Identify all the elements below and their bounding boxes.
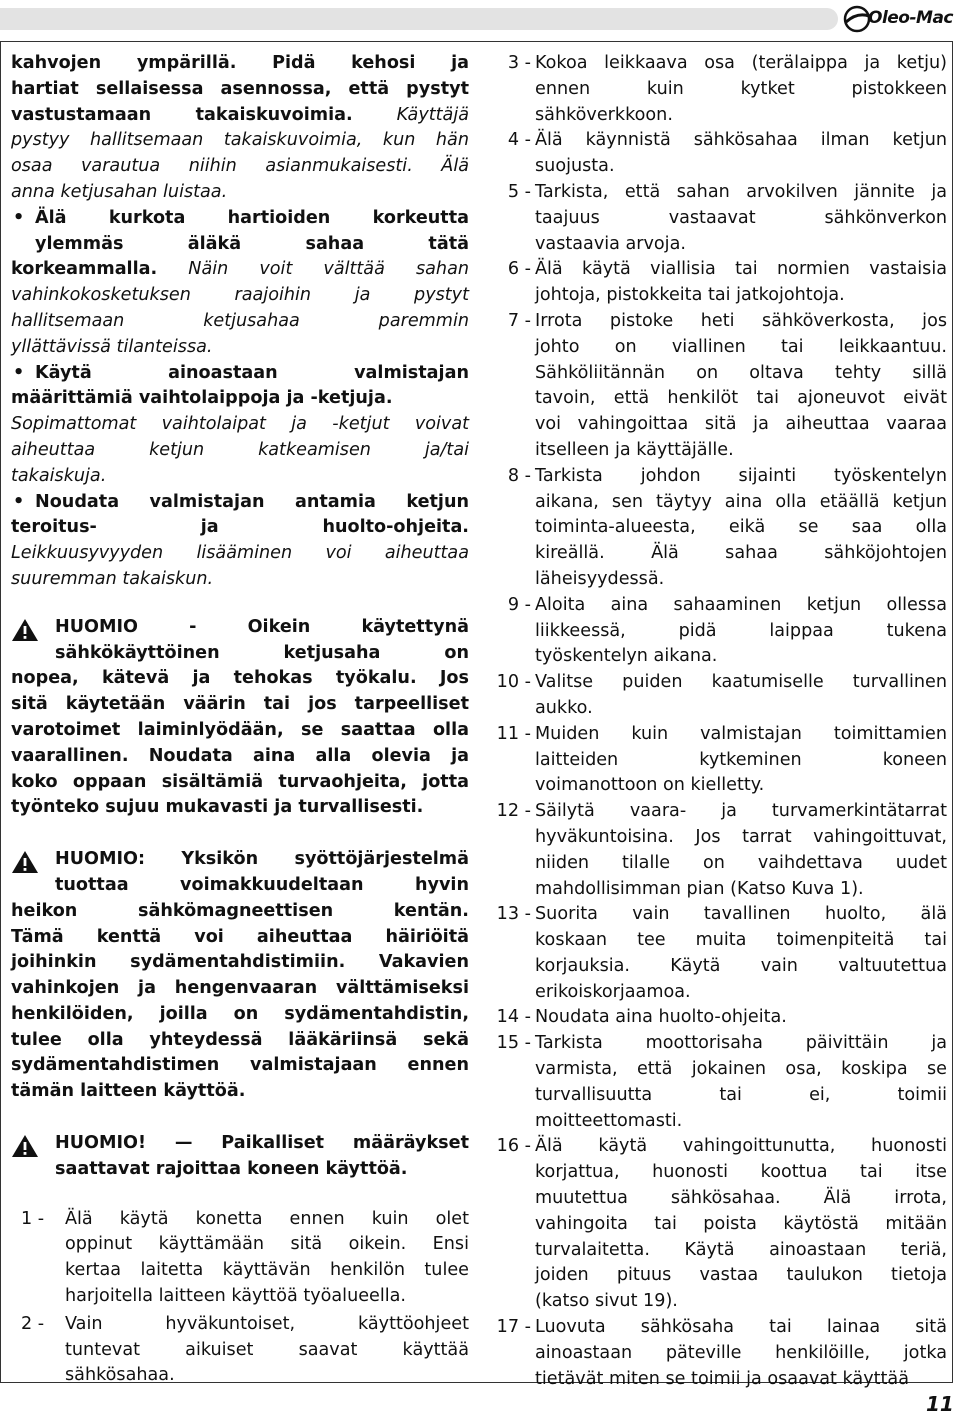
text-line: ainoastaan päteville henkilöille, jotka: [535, 1342, 947, 1363]
text-line: Noudata aina huolto-ohjeita.: [535, 1007, 787, 1028]
warning-triangle-icon: [11, 850, 39, 874]
text-line: [11, 103, 469, 129]
item-number: 13 -: [496, 904, 531, 925]
bullet-continuation: [11, 257, 469, 360]
text-line: Vain hyväkuntoiset, käyttöohjeet: [65, 1313, 469, 1334]
brand-name: Oleo-Mac: [868, 8, 954, 28]
text-line: korjauksia. Käytä vain valtuutettua: [535, 955, 947, 976]
item-number: 7 -: [507, 310, 531, 331]
text-line: kireällä. Älä sahaa sähköjohtojen: [535, 543, 947, 564]
bullet-icon: •: [13, 362, 25, 383]
text-line: joiden pituus vastaa taulukon tietoja: [535, 1265, 947, 1286]
item-number: 11 -: [496, 723, 531, 744]
text-line: Irrota pistoke heti sähköverkosta, jos: [535, 310, 947, 331]
text-line: määrittämiä vaihtolaippoja ja -ketjuja.: [11, 388, 393, 409]
text-line: mahdollisimman pian (Katso Kuva 1).: [535, 878, 864, 899]
item-number: 15 -: [496, 1033, 531, 1054]
text-line: Älä käytä vahingoittunutta, huonosti: [535, 1136, 947, 1157]
text-line: joihinkin sydämentahdistimiin. Vakavien: [11, 952, 469, 973]
text-line: Valitse puiden kaatumiselle turvallinen: [535, 672, 947, 693]
text-line: kertaa laitetta käyttävän henkilön tulee: [65, 1260, 469, 1281]
text-line: Älä käynnistä sähkösahaa ilman ketjun: [535, 130, 947, 151]
list-item: [491, 257, 947, 309]
text-span: Käyttäjä: [396, 104, 469, 125]
text-line: sähkökäyttöinen ketjusaha on: [55, 642, 469, 663]
text-line: vahingoita tai poista käytöstä mitään: [535, 1213, 947, 1234]
text-line: Muiden kuin valmistajan toimittamien: [535, 723, 947, 744]
text-line: korjattua, huonosti koottua tai itse: [535, 1162, 947, 1183]
text-line: taajuus vastaavat sähkönverkon: [535, 207, 947, 228]
text-line: Säilytä vaara- ja turvamerkintätarrat: [535, 801, 947, 822]
list-item: [491, 464, 947, 593]
item-number: 9 -: [507, 594, 531, 615]
list-item: [491, 799, 947, 902]
bullet-item: [11, 361, 469, 387]
item-number: 14 -: [496, 1007, 531, 1028]
list-item: [491, 51, 947, 128]
text-line: vahinkojen ja hengenvaaran välttämiseksi: [11, 978, 469, 999]
bullet-continuation: [11, 386, 469, 489]
brand-logo: [842, 4, 958, 34]
item-number: 10 -: [496, 672, 531, 693]
left-column: [11, 42, 469, 1389]
text-line: aukko.: [535, 697, 593, 718]
item-number: 8 -: [507, 465, 531, 486]
text-line: heikon sähkömagneettisen kentän.: [11, 900, 469, 921]
text-line: HUOMIO! — Paikalliset määräykset: [55, 1133, 469, 1154]
bullet-icon: •: [13, 207, 25, 228]
item-number: 5 -: [507, 181, 531, 202]
text-line: HUOMIO - Oikein käytettynä: [55, 616, 469, 637]
bullet-continuation: [11, 515, 469, 592]
text-line: Kokoa leikkaava osa (terälaippa ja ketju): [535, 53, 947, 73]
right-column: [491, 51, 947, 1392]
text-line: Tarkista, että sahan arvokilven jännite ja: [535, 181, 947, 202]
text-line: Sähköliitännän on oltava tehty sillä: [535, 362, 947, 383]
page-header: [0, 4, 960, 30]
text-line: tulee olla yhteydessä lääkäriinsä sekä: [11, 1029, 469, 1050]
warning-block: [11, 1131, 469, 1183]
item-number: 16 -: [496, 1136, 531, 1157]
bullet-item: [11, 206, 469, 258]
text-line: Älä käytä konetta ennen kuin olet: [65, 1208, 469, 1229]
list-item: [491, 1005, 947, 1031]
text-line: sähköverkkoon.: [535, 104, 673, 125]
item-number: 1 -: [21, 1208, 45, 1229]
text-line: hartiat sellaisessa asennossa, että pystyt: [11, 78, 469, 99]
text-line: Käytä ainoastaan valmistajan: [35, 362, 469, 383]
text-line: läheisyydessä.: [535, 568, 665, 589]
text-line: koskaan tee muita toimenpiteitä tai: [535, 930, 947, 951]
item-number: 6 -: [507, 259, 531, 280]
text-line: Älä kurkota hartioiden korkeutta: [35, 207, 469, 228]
text-line: (katso sivut 19).: [535, 1291, 678, 1312]
text-line: hyväkuntoisina. Jos tarrat vahingoittuvat,: [535, 826, 947, 847]
list-item: [491, 902, 947, 1005]
page-number: 11: [926, 1392, 954, 1413]
text-line: johto on viallinen tai leikkaantuu.: [535, 336, 947, 357]
text-line: vastaavia arvoja.: [535, 233, 686, 254]
text-line: voi vahingoittaa sitä ja aiheuttaa vaaraa: [535, 414, 947, 435]
text-line: toiminta-alueesta, eikä se saa olla: [535, 517, 947, 538]
item-number: 12 -: [496, 801, 531, 822]
list-item: [21, 1312, 469, 1389]
text-line: tämän laitteen käyttöä.: [11, 1081, 246, 1102]
text-line: pystyy hallitsemaan takaiskuvoimia, kun hän: [11, 130, 469, 151]
text-line: työnteko sujuu mukavasti ja turvallisesti.: [11, 797, 424, 818]
text-line: henkilöiden, joilla on sydämentahdistin,: [11, 1003, 469, 1024]
text-line: oppinut käyttämään sitä oikein. Ensi: [65, 1234, 469, 1255]
list-item: [491, 1134, 947, 1315]
text-line: harjoitella laitteen käyttöä työalueella.: [65, 1286, 407, 1307]
text-line: tavoin, että henkilöt tai ajoneuvot eivät: [535, 388, 947, 409]
text-line: Älä käytä viallisia tai normien vastaisia: [535, 259, 947, 280]
text-line: nopea, kätevä ja tehokas työkalu. Jos: [11, 668, 469, 689]
text-line: varotoimet laiminlyödään, se saattaa olla: [11, 719, 469, 740]
text-line: ylemmäs äläkä sahaa tätä: [35, 233, 469, 254]
text-line: liikkeessä, pidä laippaa tukena: [535, 620, 947, 641]
numbered-list: [11, 1207, 469, 1390]
text-line: tuottaa voimakkuudeltaan hyvin: [55, 874, 469, 895]
list-item: [21, 1207, 469, 1310]
text-line: takaiskuja.: [11, 465, 107, 486]
bullet-item: [11, 490, 469, 516]
text-line: Suorita vain tavallinen huolto, älä: [535, 904, 947, 925]
text-line: aiheuttaa ketjun katkeamisen ja/tai: [11, 439, 469, 460]
text-line: muutettua sähkösahaa. Älä irrota,: [535, 1188, 947, 1209]
text-line: koko oppaan sisältämiä turvaohjeita, jotta: [11, 771, 469, 792]
text-line: sydämentahdistimen valmistajaan ennen: [11, 1055, 469, 1076]
list-item: [491, 1031, 947, 1134]
text-line: tietävät miten se toimii ja osaavat käyttää: [535, 1368, 909, 1389]
text-line: turvallisuutta tai ei, toimii: [535, 1084, 947, 1105]
warning-triangle-icon: [11, 1134, 39, 1158]
text-line: varmista, että jokainen osa, koskipa se: [535, 1059, 947, 1080]
text-line: osaa varautua niihin asianmukaisesti. Älä: [11, 156, 469, 177]
text-line: Tämä kenttä voi aiheuttaa häiriöitä: [11, 926, 469, 947]
text-line: teroitus- ja huolto-ohjeita.: [11, 517, 469, 538]
warning-triangle-icon: [11, 618, 39, 642]
list-item: [491, 309, 947, 464]
text-line: [11, 257, 469, 283]
text-line: itselleen ja käyttäjälle.: [535, 439, 734, 460]
text-span: Näin voit välttää sahan: [188, 259, 470, 280]
text-line: saattavat rajoittaa koneen käyttöä.: [55, 1158, 408, 1179]
text-line: turvalaitetta. Käytä ainoastaan teriä,: [535, 1239, 947, 1260]
text-line: vahinkokosketuksen raajoihin ja pystyt: [11, 285, 469, 306]
warning-block: [11, 615, 469, 821]
text-line: sitä käytetään väärin tai jos tarpeelliset: [11, 694, 469, 715]
text-line: kahvojen ympärillä. Pidä kehosi ja: [11, 53, 469, 73]
text-line: Noudata valmistajan antamia ketjun: [35, 491, 469, 512]
list-item: [491, 593, 947, 670]
header-bar: [0, 8, 838, 30]
list-item: [491, 722, 947, 799]
text-line: ennen kuin kytket pistokkeen: [535, 78, 947, 99]
warning-block: [11, 847, 469, 1105]
intro-paragraph: [11, 42, 469, 206]
item-number: 4 -: [507, 130, 531, 151]
text-line: Luovuta sähkösaha tai lainaa sitä: [535, 1317, 947, 1338]
text-line: sähkösahaa.: [65, 1365, 175, 1386]
text-line: voimanottoon on kielletty.: [535, 775, 765, 796]
text-line: Leikkuusyvyyden lisääminen voi aiheuttaa: [11, 543, 469, 564]
text-line: tuntevat aikuiset saavat käyttää: [65, 1339, 469, 1360]
text-line: HUOMIO: Yksikön syöttöjärjestelmä: [55, 849, 469, 870]
text-line: Aloita aina sahaaminen ketjun ollessa: [535, 594, 947, 615]
content-frame: [0, 41, 953, 1389]
text-line: yllättävissä tilanteissa.: [11, 336, 213, 357]
item-number: 17 -: [496, 1317, 531, 1338]
text-line: moitteettomasti.: [535, 1110, 683, 1131]
item-number: 2 -: [21, 1313, 45, 1334]
text-line: laitteiden kytkeminen koneen: [535, 749, 947, 770]
text-line: suojusta.: [535, 156, 615, 177]
text-line: Tarkista johdon sijainti työskentelyn: [535, 465, 947, 486]
text-line: työskentelyn aikana.: [535, 646, 718, 667]
text-line: erikoiskorjaamoa.: [535, 981, 691, 1002]
text-line: anna ketjusahan luistaa.: [11, 181, 228, 202]
text-span: vastustamaan takaiskuvoimia.: [11, 104, 353, 125]
list-item: [491, 180, 947, 257]
text-line: johtoja, pistokkeita tai jatkojohtoja.: [535, 285, 845, 306]
text-line: Tarkista moottorisaha päivittäin ja: [535, 1033, 947, 1054]
text-line: suuremman takaiskun.: [11, 568, 214, 589]
list-item: [491, 1315, 947, 1392]
text-line: niiden tilalle on vaihdettava uudet: [535, 852, 947, 873]
list-item: [491, 128, 947, 180]
bullet-icon: •: [13, 491, 25, 512]
text-span: korkeammalla.: [11, 259, 158, 280]
text-line: hallitsemaan ketjusahaa paremmin: [11, 310, 469, 331]
item-number: 3 -: [507, 53, 531, 73]
text-line: Sopimattomat vaihtolaipat ja -ketjut voivat: [11, 414, 469, 435]
list-item: [491, 670, 947, 722]
text-line: vaarallinen. Noudata aina alla olevia ja: [11, 745, 469, 766]
text-line: aikana, sen täytyy aina olla etäällä ketjun: [535, 491, 947, 512]
